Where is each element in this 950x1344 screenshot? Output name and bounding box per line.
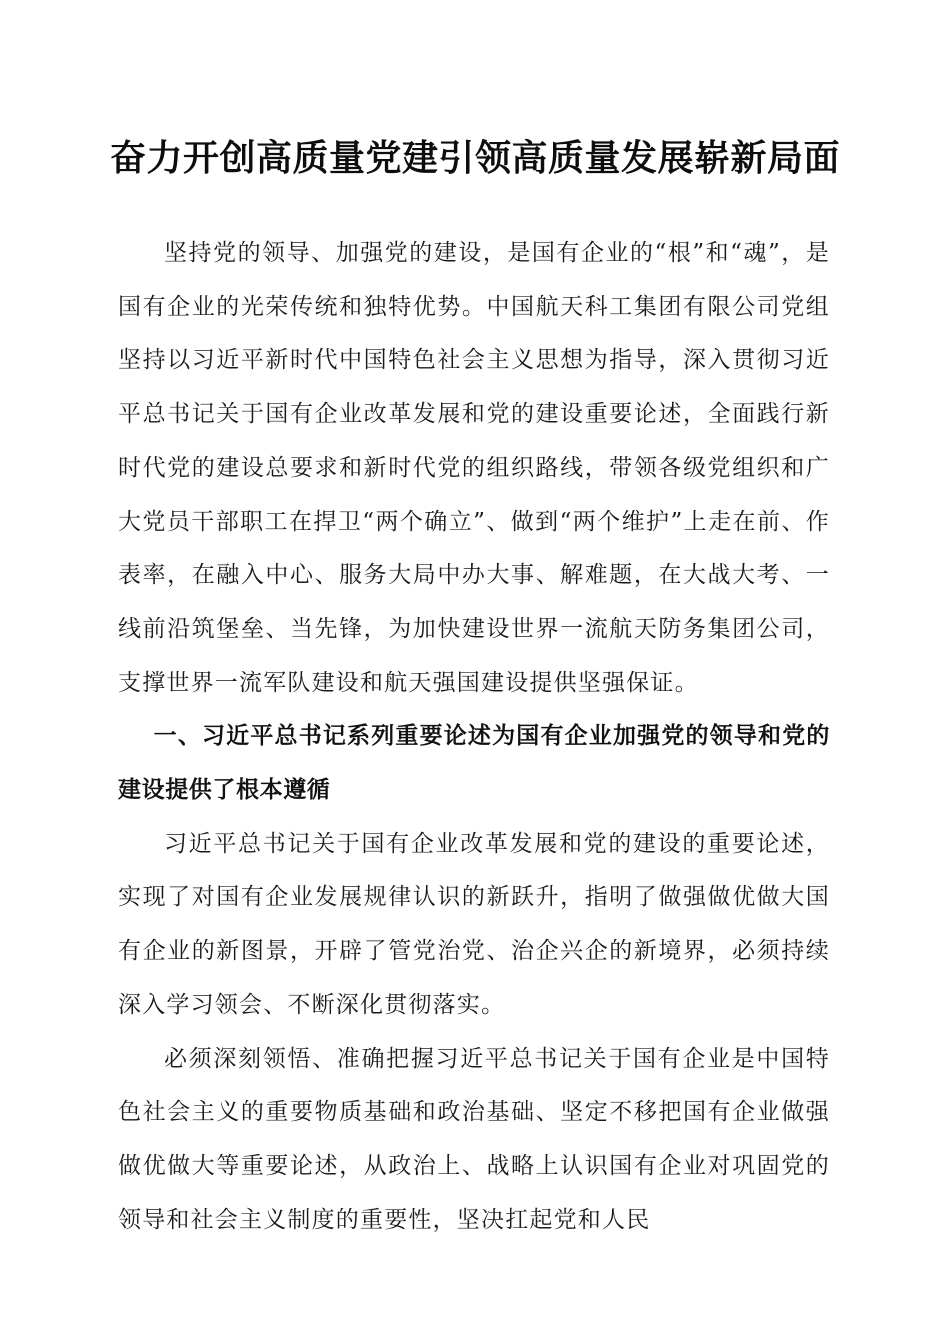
section-paragraph: 习近平总书记关于国有企业改革发展和党的建设的重要论述，实现了对国有企业发展规律认识的新跃升，指明了做强做优做大国有企业的新图景，开辟了管党治党、治企兴企的新境界，必须持续深入学习领会、不断深化贯彻落实。 — [118, 830, 830, 1018]
document-title: 奋力开创高质量党建引领高质量发展崭新局面 — [109, 137, 840, 179]
section-heading: 一、习近平总书记系列重要论述为国有企业加强党的领导和党的建设提供了根本遵循 — [118, 723, 830, 804]
document-body — [118, 227, 830, 1247]
section-paragraph: 必须深刻领悟、准确把握习近平总书记关于国有企业是中国特色社会主义的重要物质基础和政治基础、坚定不移把国有企业做强做优做大等重要论述，从政治上、战略上认识国有企业对巩固党的领导和社会主义制度的重要性，坚决扛起党和人民 — [118, 1045, 830, 1233]
intro-paragraph: 坚持党的领导、加强党的建设，是国有企业的“根”和“魂”，是国有企业的光荣传统和独特优势。中国航天科工集团有限公司党组坚持以习近平新时代中国特色社会主义思想为指导，深入贯彻习近平总书记关于国有企业改革发展和党的建设重要论述，全面践行新时代党的建设总要求和新时代党的组织路线，带领各级党组织和广大党员干部职工在捍卫“两个确立”、做到“两个维护”上走在前、作表率，在融入中心、服务大局中办大事、解难题，在大战大考、一线前沿筑堡垒、当先锋，为加快建设世界一流航天防务集团公司，支撑世界一流军队建设和航天强国建设提供坚强保证。 — [118, 240, 830, 696]
